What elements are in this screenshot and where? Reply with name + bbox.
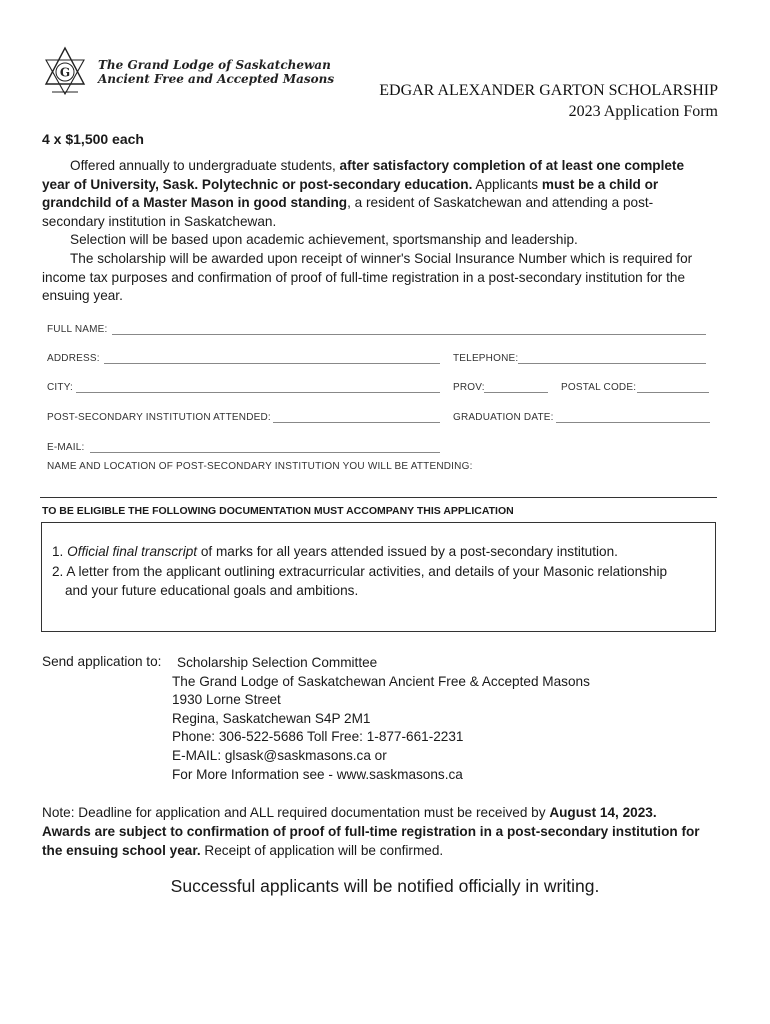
full-name-label: FULL NAME: — [47, 324, 108, 335]
intro-text — [42, 157, 714, 306]
address-line: Regina, Saskatchewan S4P 2M1 — [172, 710, 371, 726]
intro-paragraph-2: Selection will be based upon academic achievement, sportsmanship and leadership. — [70, 232, 578, 248]
address-field[interactable] — [104, 363, 440, 364]
lodge-name — [98, 58, 334, 86]
intro-paragraph-1: Offered annually to undergraduate students, after satisfactory completion of at least one complete year of University, Sask. Polytechnic or post-secondary education. Applicants must be a child or grandchild of a Master Mason in good standing, a resident of Saskatchewan and attending a post-secondary institution in Saskatchewan. — [42, 158, 685, 229]
documentation-item-2: 2. A letter from the applicant outlining extracurricular activities, and details of your Masonic relationship — [52, 563, 668, 579]
scholarship-title: EDGAR ALEXANDER GARTON SCHOLARSHIP — [379, 82, 718, 99]
logo-letter: G — [59, 65, 71, 80]
prov-label: PROV: — [453, 382, 485, 393]
form-title — [379, 80, 718, 122]
graduation-date-field[interactable] — [556, 422, 710, 423]
city-label: CITY: — [47, 382, 74, 393]
masonic-logo — [40, 44, 90, 100]
send-label: Send application to: — [42, 654, 162, 669]
postal-code-field[interactable] — [637, 392, 709, 393]
institution-attending-label: NAME AND LOCATION OF POST-SECONDARY INSTITUTION YOU WILL BE ATTENDING: — [47, 461, 473, 472]
phone-line: Phone: 306-522-5686 Toll Free: 1-877-661-2231 — [172, 729, 464, 745]
website-line[interactable]: For More Information see - www.saskmasons.ca — [172, 766, 463, 782]
address-line: 1930 Lorne Street — [172, 692, 281, 708]
award-amount: 4 x $1,500 each — [42, 131, 144, 147]
city-field[interactable] — [76, 392, 440, 393]
deadline-note: Note: Deadline for application and ALL required documentation must be received by August 14, 2023. Awards are subject to confirmation of proof of full-time registration in a post-secondary institution for the ensuing school year. Receipt of application will be confirmed. — [42, 805, 700, 858]
documentation-heading: TO BE ELIGIBLE THE FOLLOWING DOCUMENTATION MUST ACCOMPANY THIS APPLICATION — [42, 505, 514, 517]
section-divider — [40, 497, 717, 498]
documentation-item-2-cont: and your future educational goals and ambitions. — [65, 583, 359, 598]
telephone-field[interactable] — [518, 363, 706, 364]
postal-code-label: POSTAL CODE: — [561, 382, 637, 393]
prov-field[interactable] — [484, 392, 548, 393]
mailing-address — [172, 654, 590, 784]
form-subtitle: 2023 Application Form — [568, 103, 718, 120]
notification-statement: Successful applicants will be notified officially in writing. — [170, 876, 600, 896]
documentation-list — [52, 542, 712, 601]
lodge-name-line1: The Grand Lodge of Saskatchewan — [98, 58, 331, 72]
address-label: ADDRESS: — [47, 353, 100, 364]
email-label: E-MAIL: — [47, 442, 85, 453]
address-line: Scholarship Selection Committee — [177, 655, 378, 670]
institution-attended-field[interactable] — [273, 422, 440, 423]
institution-attended-label: POST-SECONDARY INSTITUTION ATTENDED: — [47, 412, 271, 423]
intro-paragraph-3: The scholarship will be awarded upon receipt of winner's Social Insurance Number which is required for income tax purposes and confirmation of proof of full-time registration in a post-secondary institution for the ensuing year. — [42, 250, 693, 304]
telephone-label: TELEPHONE: — [453, 353, 519, 364]
address-line: The Grand Lodge of Saskatchewan Ancient Free & Accepted Masons — [172, 673, 590, 689]
lodge-name-line2: Ancient Free and Accepted Masons — [98, 72, 335, 86]
graduation-date-label: GRADUATION DATE: — [453, 412, 554, 423]
email-line[interactable]: E-MAIL: glsask@saskmasons.ca or — [172, 747, 387, 763]
email-field[interactable] — [90, 452, 440, 453]
documentation-item-1: 1. Official final transcript of marks for all years attended issued by a post-secondary institution. — [52, 544, 618, 559]
full-name-field[interactable] — [112, 334, 706, 335]
